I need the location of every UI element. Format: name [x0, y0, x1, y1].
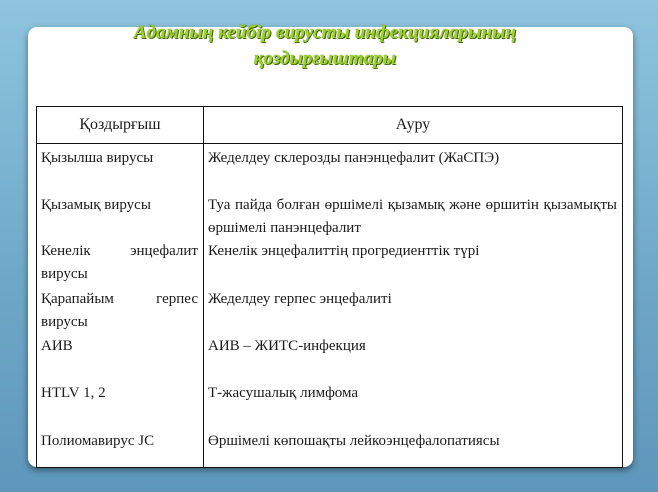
header-pathogen: Қоздырғыш — [37, 107, 204, 144]
pathogen-polyomavirus-jc: Полиомавирус JC — [41, 433, 155, 449]
pathogen-column — [37, 144, 204, 468]
pathogen-herpes-simplex: Қарапайым герпес вирусы — [41, 291, 198, 330]
slide-title-line-2: қоздырғыштары — [253, 48, 397, 69]
pathogen-hiv: АИВ — [41, 338, 73, 354]
disease-progredient-encephalitis: Кенелік энцефалиттің прогредиенттік түрі — [208, 243, 480, 259]
disease-hiv-aids: АИВ – ЖИТС-инфекция — [208, 338, 366, 354]
disease-column — [204, 144, 623, 468]
pathogen-disease-table — [36, 106, 623, 468]
slide-title — [30, 20, 620, 72]
disease-t-cell-lymphoma: Т-жасушалық лимфома — [208, 385, 359, 401]
pathogen-tick-borne-encephalitis: Кенелік энцефалит вирусы — [41, 243, 198, 282]
pathogen-rubella: Қызамық вирусы — [41, 197, 151, 213]
table-header-row — [37, 107, 623, 144]
pathogen-measles: Қызылша вирусы — [41, 150, 154, 166]
table-body-row — [37, 144, 623, 468]
disease-herpes-encephalitis: Жеделдеу герпес энцефалиті — [208, 291, 392, 307]
disease-sspe: Жеделдеу склерозды панэнцефалит (ЖаСПЭ) — [208, 150, 500, 166]
slide-title-line-1: Адамның кейбір вирусты инфекцияларының — [133, 22, 517, 43]
pathogen-htlv: HTLV 1, 2 — [41, 385, 106, 401]
header-disease: Ауру — [204, 107, 623, 144]
disease-congenital-rubella: Туа пайда болған өршімелі қызамық және өршитін қызамықты өршімелі панэнцефалит — [208, 197, 617, 236]
disease-leukoencephalopathy: Өршімелі көпошақты лейкоэнцефалопатиясы — [208, 433, 500, 449]
